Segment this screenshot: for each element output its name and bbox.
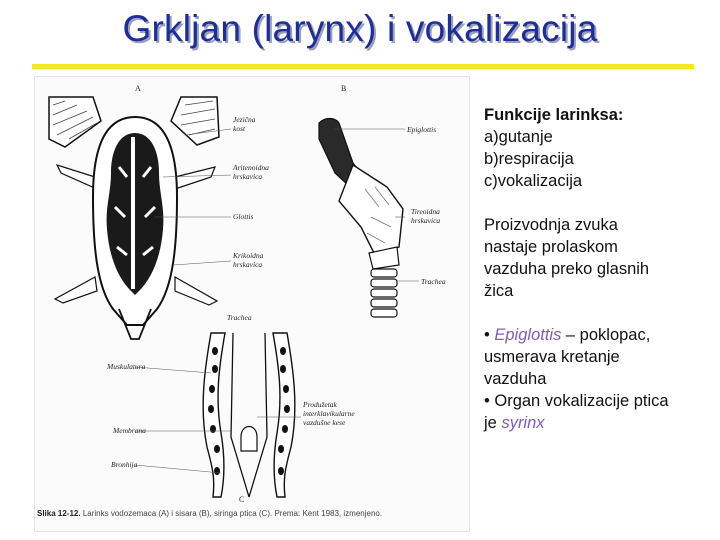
label-thyroid: Tireoidna: [411, 207, 440, 216]
sound-text-line: vazduha preko glasnih: [484, 260, 650, 278]
term-epiglottis: Epiglottis: [494, 326, 562, 344]
label-air-sac-1: Produžetak: [303, 400, 337, 409]
figure-caption: [37, 509, 467, 518]
label-arytenoid: Aritenoidna: [233, 163, 269, 172]
panel-b-labels: [406, 125, 446, 286]
text-panel: [484, 104, 714, 434]
label-arytenoid-2: hrskavica: [233, 172, 263, 181]
bullet-epiglottis: • Epiglottis – poklopac,: [484, 326, 651, 344]
syrinx-prefix: je: [484, 414, 502, 432]
label-tongue-bone: Jezična: [233, 115, 256, 124]
label-muscle: Muskulatura: [107, 362, 146, 371]
panel-a-drawing: [49, 97, 219, 339]
label-cricoid: Krikoidna: [233, 251, 264, 260]
term-syrinx: syrinx: [501, 414, 545, 432]
label-epiglottis: Epiglottis: [407, 125, 437, 134]
caption-text: Larinks vodozemaca (A) i sisara (B), siringa ptica (C). Prema: Kent 1983, izmenjeno.: [82, 509, 383, 518]
label-air-sac-2: interklavikularne: [303, 409, 355, 418]
title-underline: [32, 64, 694, 69]
larynx-illustration: [35, 77, 469, 531]
caption-number: Slika 12-12.: [37, 509, 81, 518]
panel-b-drawing: [319, 119, 419, 318]
bullet-text-line: usmerava kretanje: [484, 348, 620, 366]
panel-b-letter: B: [341, 84, 347, 93]
anatomy-figure: [34, 76, 470, 532]
sound-text-line: Proizvodnja zvuka: [484, 216, 618, 234]
panel-c-labels: [106, 362, 355, 469]
slide-title: Grkljan (larynx) i vokalizacija: [122, 8, 598, 49]
function-item: a)gutanje: [484, 128, 553, 146]
bullet-text-line: vazduha: [484, 370, 547, 388]
function-item: c)vokalizacija: [484, 172, 583, 190]
panel-a-letter: A: [135, 84, 141, 93]
label-air-sac-3: vazdušne kese: [303, 418, 346, 427]
sound-text-line: nastaje prolaskom: [484, 238, 618, 256]
epiglottis-desc: – poklopac,: [561, 326, 651, 344]
bullet-syrinx: • Organ vokalizacije ptica: [484, 392, 669, 410]
panel-c-letter: C: [239, 495, 245, 504]
label-bronchi: Bronhija: [111, 460, 138, 469]
label-glottis: Glottis: [233, 212, 254, 221]
label-thyroid-2: hrskavica: [411, 216, 441, 225]
functions-heading: Funkcije larinksa:: [484, 106, 624, 124]
label-trachea-b: Trachea: [421, 277, 446, 286]
label-tongue-bone-2: kost: [233, 124, 246, 133]
syrinx-line: [484, 412, 714, 434]
sound-text-line: žica: [484, 282, 514, 300]
panel-c-drawing: [135, 333, 301, 497]
label-membrane: Membrana: [113, 426, 146, 435]
label-trachea-a: Trachea: [227, 313, 252, 322]
function-item: b)respiracija: [484, 150, 574, 168]
label-cricoid-2: hrskavica: [233, 260, 263, 269]
